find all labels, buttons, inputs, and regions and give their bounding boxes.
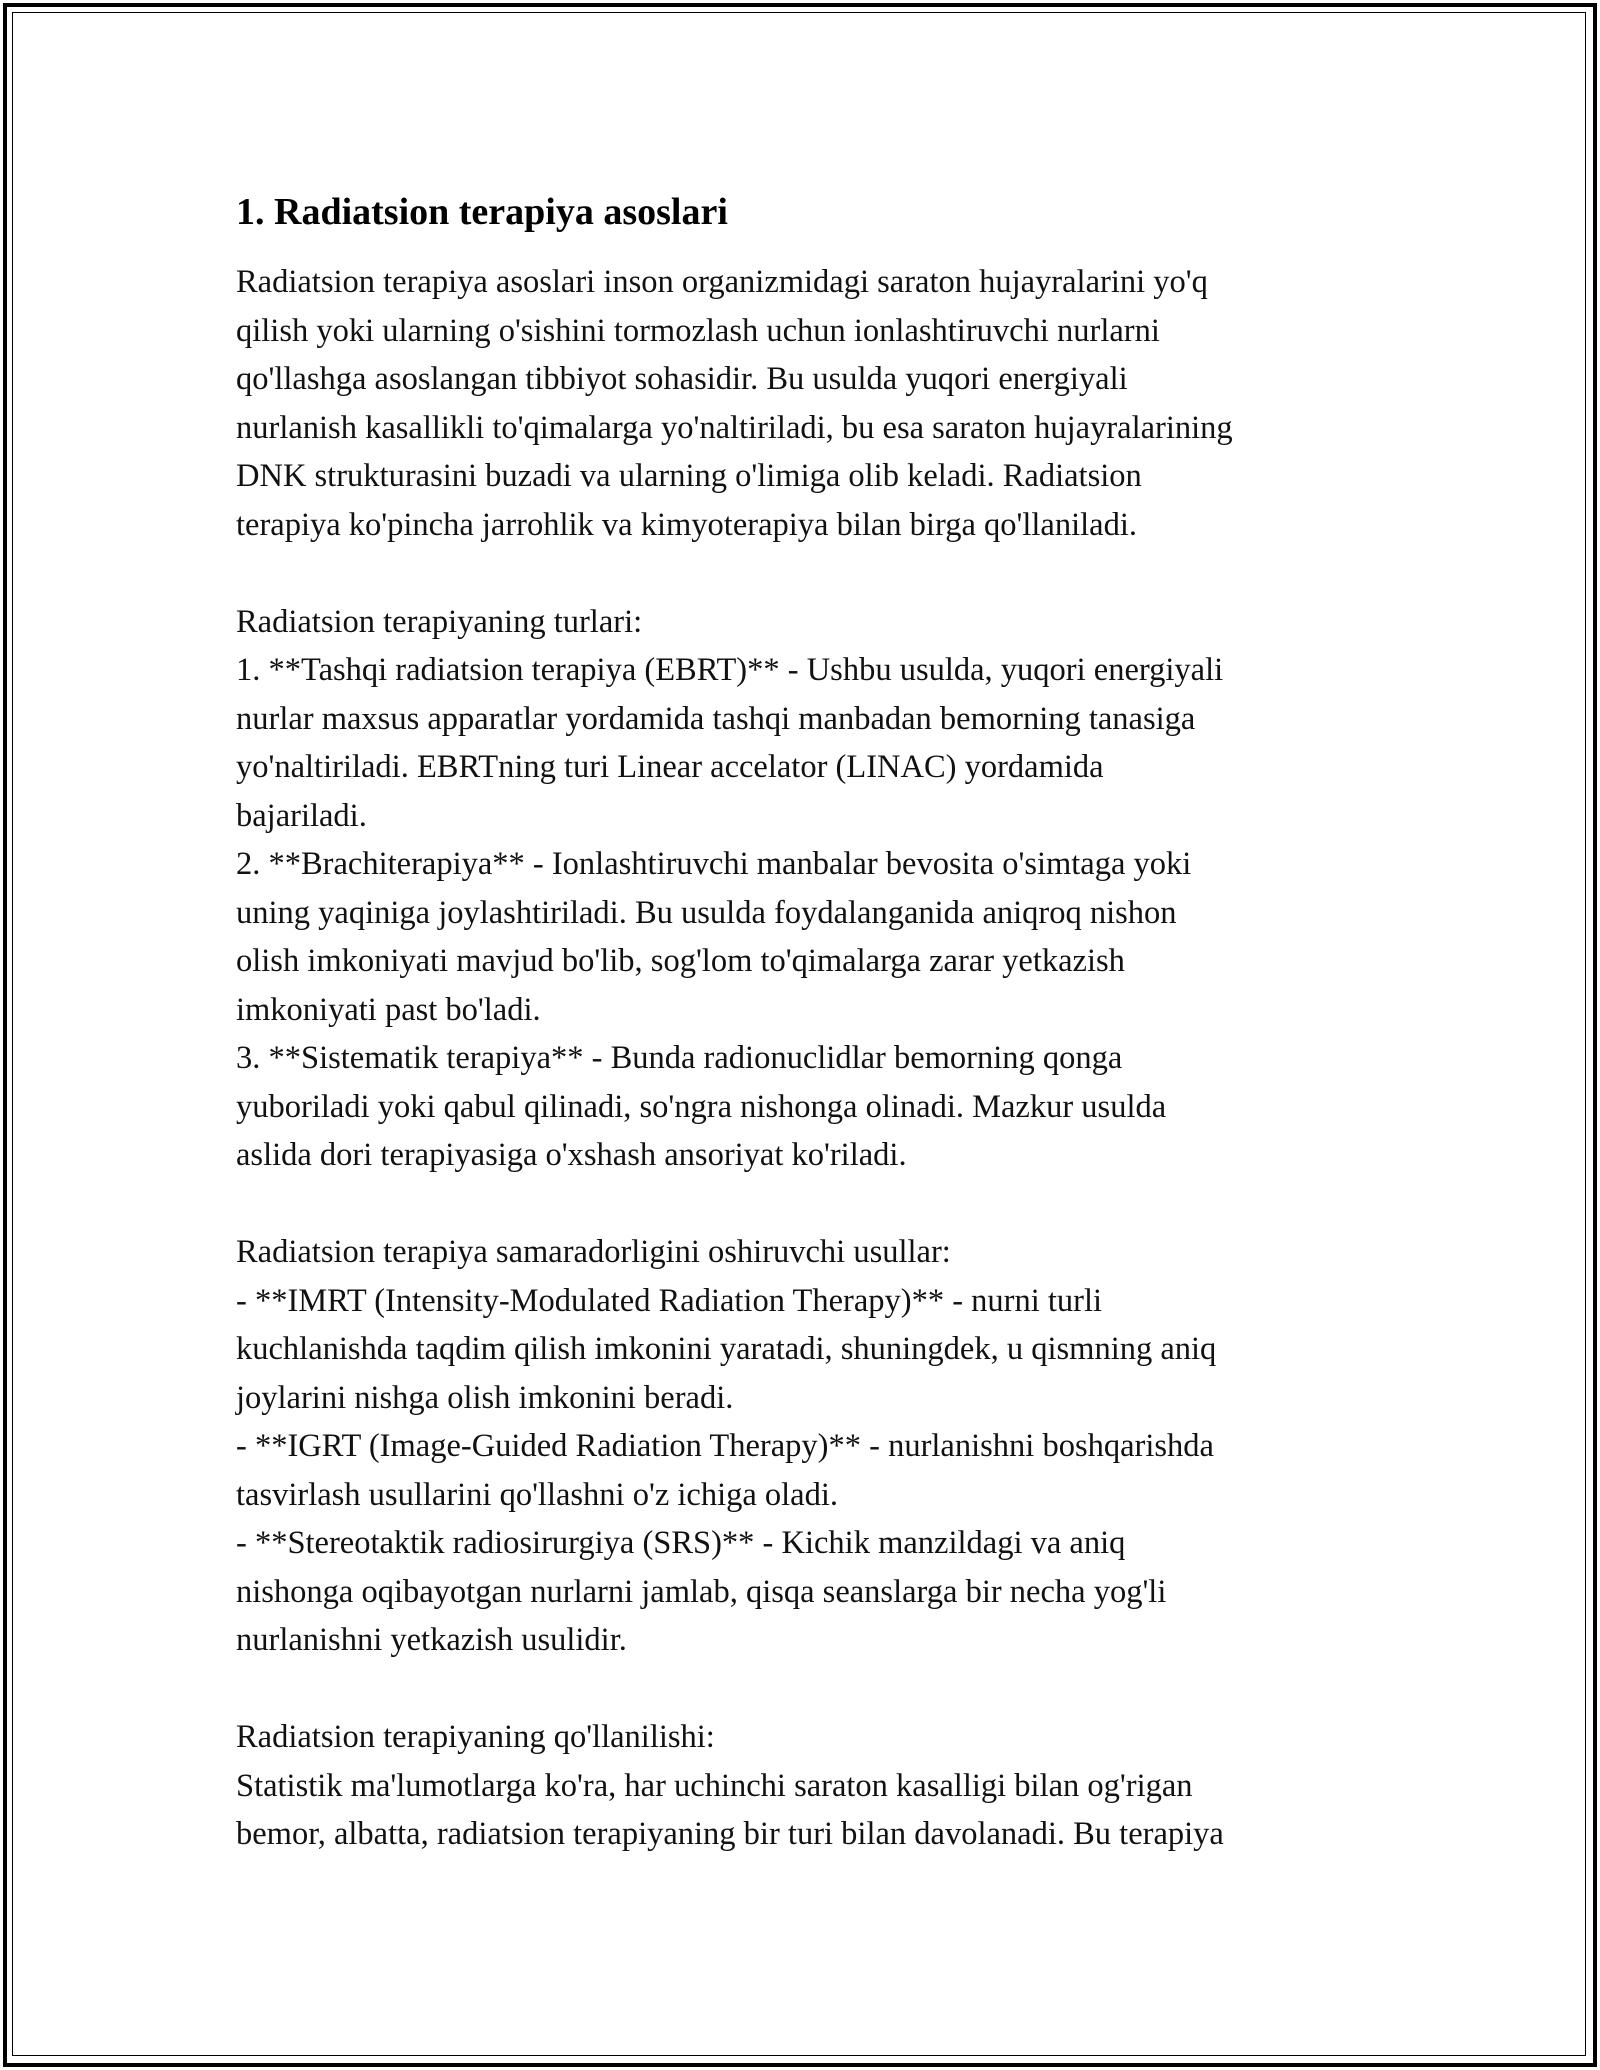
text-line: nurlanish kasallikli to'qimalarga yo'naltiriladi, bu esa saraton hujayralarining [236,409,1233,446]
section-heading: Radiatsion terapiya samaradorligini oshiruvchi usullar: [236,1234,951,1270]
text-line: Statistik ma'lumotlarga ko'ra, har uchinchi saraton kasalligi bilan og'rigan [236,1767,1193,1804]
text-line: nurlar maxsus apparatlar yordamida tashqi manbadan bemorning tanasiga [236,700,1196,737]
methods-section [236,1228,1416,1665]
paragraph-gap [236,1180,1416,1229]
text-line: 1. **Tashqi radiatsion terapiya (EBRT)** - Ushbu usulda, yuqori energiyali [236,652,1224,688]
text-line: uning yaqiniga joylashtiriladi. Bu usulda foydalanganida aniqroq nishon [236,894,1177,931]
text-line: 2. **Brachiterapiya** - Ionlashtiruvchi manbalar bevosita o'simtaga yoki [236,846,1192,882]
text-line: joylarini nishga olish imkonini beradi. [236,1379,734,1416]
paragraph-gap [236,1665,1416,1714]
section-heading: Radiatsion terapiyaning turlari: [236,603,643,640]
text-line: - **IMRT (Intensity-Modulated Radiation Therapy)** - nurni turli [236,1282,1103,1319]
text-line: bajariladi. [236,797,367,834]
text-line: nurlanishni yetkazish usulidir. [236,1622,627,1658]
text-line: 3. **Sistematik terapiya** - Bunda radionuclidlar bemorning qonga [236,1040,1123,1076]
text-line: yo'naltiriladi. EBRTning turi Linear accelator (LINAC) yordamida [236,749,1104,785]
paragraph-gap [236,549,1416,598]
text-line: - **Stereotaktik radiosirurgiya (SRS)** - Kichik manzildagi va aniq [236,1525,1126,1561]
text-line: nishonga oqibayotgan nurlarni jamlab, qisqa seanslarga bir necha yog'li [236,1573,1167,1610]
text-line: qilish yoki ularning o'sishini tormozlash uchun ionlashtiruvchi nurlarni [236,312,1160,349]
text-line: bemor, albatta, radiatsion terapiyaning bir turi bilan davolanadi. Bu terapiya [236,1816,1224,1852]
types-section [236,598,1416,1180]
text-line: aslida dori terapiyasiga o'xshash ansoriyat ko'riladi. [236,1137,907,1173]
text-line: terapiya ko'pincha jarrohlik va kimyoterapiya bilan birga qo'llaniladi. [236,506,1137,543]
text-line: tasvirlash usullarini qo'llashni o'z ichiga oladi. [236,1476,839,1513]
section-heading: Radiatsion terapiyaning qo'llanilishi: [236,1719,715,1755]
text-line: olish imkoniyati mavjud bo'lib, sog'lom to'qimalarga zarar yetkazish [236,943,1125,979]
text-line: yuboriladi yoki qabul qilinadi, so'ngra nishonga olinadi. Mazkur usulda [236,1088,1167,1125]
application-section [236,1713,1416,1859]
text-line: imkoniyati past bo'ladi. [236,991,541,1028]
intro-paragraph [236,258,1416,549]
text-line: kuchlanishda taqdim qilish imkonini yaratadi, shuningdek, u qismning aniq [236,1331,1217,1367]
text-line: qo'llashga asoslangan tibbiyot sohasidir. Bu usulda yuqori energiyali [236,361,1128,397]
document-page [236,186,1416,1859]
text-line: DNK strukturasini buzadi va ularning o'limiga olib keladi. Radiatsion [236,458,1142,494]
document-title: 1. Radiatsion terapiya asoslari [236,191,728,233]
text-line: - **IGRT (Image-Guided Radiation Therapy)** - nurlanishni boshqarishda [236,1428,1214,1464]
text-line: Radiatsion terapiya asoslari inson organizmidagi saraton hujayralarini yo'q [236,264,1208,300]
